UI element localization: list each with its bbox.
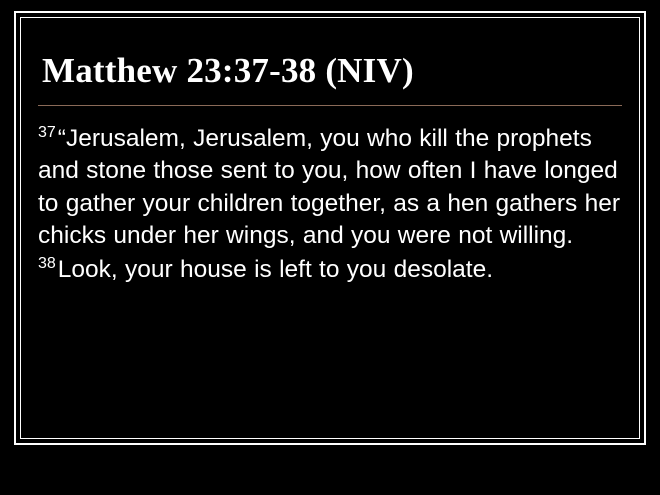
verse-text-38: Look, your house is left to you desolate. [57, 255, 494, 283]
verse-number-37: 37 [38, 123, 56, 141]
scripture-body [36, 122, 624, 287]
verse-number-38: 38 [38, 254, 56, 272]
title-divider [38, 105, 622, 106]
slide-content [36, 52, 624, 425]
verse-text-37: “Jerusalem, Jerusalem, you who kill the prophets and stone those sent to you, how often I have longed to gather your children together, as a hen gathers her chicks under her wings, and you were not willing. [38, 124, 620, 250]
page-title: Matthew 23:37-38 (NIV) [42, 51, 414, 90]
